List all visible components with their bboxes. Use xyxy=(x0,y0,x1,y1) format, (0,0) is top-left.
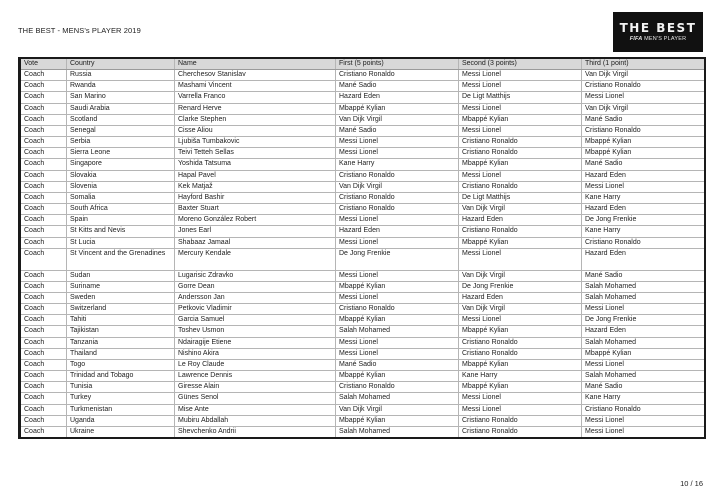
table-row xyxy=(20,393,705,404)
cell-first: Messi Lionel xyxy=(336,270,459,281)
cell-second: Cristiano Ronaldo xyxy=(459,226,582,237)
cell-country: Slovakia xyxy=(67,170,175,181)
table-row xyxy=(20,92,705,103)
cell-third: Cristiano Ronaldo xyxy=(582,237,705,248)
table-row xyxy=(20,270,705,281)
cell-vote: Coach xyxy=(20,393,67,404)
cell-second: Cristiano Ronaldo xyxy=(459,415,582,426)
cell-second: Van Dijk Virgil xyxy=(459,204,582,215)
cell-country: Tunisia xyxy=(67,382,175,393)
cell-first: Cristiano Ronaldo xyxy=(336,382,459,393)
cell-third: Van Dijk Virgil xyxy=(582,103,705,114)
cell-vote: Coach xyxy=(20,114,67,125)
table-row xyxy=(20,181,705,192)
cell-third: Kane Harry xyxy=(582,192,705,203)
cell-name: Teivi Tetteh Sellas xyxy=(175,148,336,159)
cell-first: Cristiano Ronaldo xyxy=(336,192,459,203)
cell-name: Mise Ante xyxy=(175,404,336,415)
cell-vote: Coach xyxy=(20,337,67,348)
cell-first: Salah Mohamed xyxy=(336,426,459,438)
cell-country: San Marino xyxy=(67,92,175,103)
cell-second: Kane Harry xyxy=(459,371,582,382)
cell-country: Thailand xyxy=(67,348,175,359)
cell-name: Petkovic Vladimir xyxy=(175,304,336,315)
cell-vote: Coach xyxy=(20,304,67,315)
cell-third: Messi Lionel xyxy=(582,304,705,315)
table-row xyxy=(20,170,705,181)
cell-country: Tajikistan xyxy=(67,326,175,337)
cell-name: Le Roy Claude xyxy=(175,359,336,370)
cell-first: Messi Lionel xyxy=(336,292,459,303)
cell-country: Scotland xyxy=(67,114,175,125)
cell-vote: Coach xyxy=(20,204,67,215)
cell-second: Cristiano Ronaldo xyxy=(459,426,582,438)
cell-vote: Coach xyxy=(20,292,67,303)
cell-second: Van Dijk Virgil xyxy=(459,304,582,315)
table-row xyxy=(20,137,705,148)
cell-first: Mané Sadio xyxy=(336,359,459,370)
table-row xyxy=(20,315,705,326)
cell-country: South Africa xyxy=(67,204,175,215)
cell-third: Mbappé Kylian xyxy=(582,348,705,359)
header-second: Second (3 points) xyxy=(459,58,582,70)
cell-third: Messi Lionel xyxy=(582,92,705,103)
cell-third: Messi Lionel xyxy=(582,359,705,370)
cell-name: Hayford Bashir xyxy=(175,192,336,203)
cell-first: Messi Lionel xyxy=(336,348,459,359)
cell-vote: Coach xyxy=(20,125,67,136)
cell-name: Mercury Kendale xyxy=(175,248,336,270)
cell-third: Messi Lionel xyxy=(582,415,705,426)
cell-vote: Coach xyxy=(20,415,67,426)
cell-second: Messi Lionel xyxy=(459,404,582,415)
cell-vote: Coach xyxy=(20,237,67,248)
cell-second: Mbappé Kylian xyxy=(459,237,582,248)
cell-vote: Coach xyxy=(20,315,67,326)
table-row xyxy=(20,192,705,203)
cell-name: Baxter Stuart xyxy=(175,204,336,215)
cell-country: Sierra Leone xyxy=(67,148,175,159)
cell-second: De Ligt Matthijs xyxy=(459,92,582,103)
table-row xyxy=(20,404,705,415)
cell-third: Hazard Eden xyxy=(582,248,705,270)
cell-name: Lugarisic Zdravko xyxy=(175,270,336,281)
cell-name: Shabaaz Jamaal xyxy=(175,237,336,248)
cell-second: Messi Lionel xyxy=(459,70,582,81)
cell-second: Mbappé Kylian xyxy=(459,114,582,125)
cell-name: Mubiru Abdallah xyxy=(175,415,336,426)
cell-vote: Coach xyxy=(20,326,67,337)
cell-country: Ukraine xyxy=(67,426,175,438)
cell-country: Switzerland xyxy=(67,304,175,315)
cell-first: Cristiano Ronaldo xyxy=(336,70,459,81)
table-row xyxy=(20,148,705,159)
cell-second: Messi Lionel xyxy=(459,81,582,92)
cell-third: Salah Mohamed xyxy=(582,292,705,303)
header-first: First (5 points) xyxy=(336,58,459,70)
cell-country: Serbia xyxy=(67,137,175,148)
cell-third: Salah Mohamed xyxy=(582,281,705,292)
cell-vote: Coach xyxy=(20,359,67,370)
cell-third: Cristiano Ronaldo xyxy=(582,125,705,136)
cell-second: Mbappé Kylian xyxy=(459,159,582,170)
cell-vote: Coach xyxy=(20,371,67,382)
cell-second: Messi Lionel xyxy=(459,170,582,181)
cell-vote: Coach xyxy=(20,348,67,359)
table-row xyxy=(20,114,705,125)
votes-table xyxy=(18,57,706,439)
table-row xyxy=(20,248,705,270)
table-row xyxy=(20,426,705,438)
cell-third: Mané Sadio xyxy=(582,114,705,125)
cell-first: Messi Lionel xyxy=(336,237,459,248)
cell-country: Uganda xyxy=(67,415,175,426)
cell-country: Saudi Arabia xyxy=(67,103,175,114)
cell-second: Messi Lionel xyxy=(459,315,582,326)
cell-third: Mané Sadio xyxy=(582,382,705,393)
cell-country: Tanzania xyxy=(67,337,175,348)
cell-vote: Coach xyxy=(20,70,67,81)
cell-name: Ljubiša Tumbakovic xyxy=(175,137,336,148)
page-number: 10 / 16 xyxy=(680,479,703,488)
cell-first: Messi Lionel xyxy=(336,137,459,148)
cell-name: Varrella Franco xyxy=(175,92,336,103)
cell-first: Cristiano Ronaldo xyxy=(336,304,459,315)
cell-first: Messi Lionel xyxy=(336,337,459,348)
cell-first: Salah Mohamed xyxy=(336,326,459,337)
cell-first: Messi Lionel xyxy=(336,215,459,226)
table-row xyxy=(20,237,705,248)
table-row xyxy=(20,125,705,136)
cell-third: Salah Mohamed xyxy=(582,337,705,348)
cell-name: Yoshida Tatsuma xyxy=(175,159,336,170)
cell-third: Cristiano Ronaldo xyxy=(582,404,705,415)
cell-country: Sudan xyxy=(67,270,175,281)
cell-country: St Vincent and the Grenadines xyxy=(67,248,175,270)
cell-first: Mbappé Kylian xyxy=(336,315,459,326)
cell-vote: Coach xyxy=(20,159,67,170)
cell-country: Togo xyxy=(67,359,175,370)
cell-second: Messi Lionel xyxy=(459,393,582,404)
cell-country: Trinidad and Tobago xyxy=(67,371,175,382)
cell-name: Ndairagije Etiene xyxy=(175,337,336,348)
cell-third: Mané Sadio xyxy=(582,159,705,170)
cell-name: Moreno González Robert xyxy=(175,215,336,226)
header-third: Third (1 point) xyxy=(582,58,705,70)
cell-name: Hapal Pavel xyxy=(175,170,336,181)
cell-country: Suriname xyxy=(67,281,175,292)
table-row xyxy=(20,326,705,337)
document-title: THE BEST - MENS's PLAYER 2019 xyxy=(18,26,141,35)
logo-fifa: FIFA xyxy=(629,35,643,42)
cell-country: Somalia xyxy=(67,192,175,203)
cell-name: Cherchesov Stanislav xyxy=(175,70,336,81)
cell-country: Tahiti xyxy=(67,315,175,326)
cell-country: Turkey xyxy=(67,393,175,404)
the-best-logo xyxy=(613,12,703,52)
table-row xyxy=(20,159,705,170)
table-row xyxy=(20,359,705,370)
cell-vote: Coach xyxy=(20,404,67,415)
table-row xyxy=(20,81,705,92)
cell-second: Cristiano Ronaldo xyxy=(459,181,582,192)
cell-name: Lawrence Dennis xyxy=(175,371,336,382)
cell-third: Cristiano Ronaldo xyxy=(582,81,705,92)
cell-name: Nishino Akira xyxy=(175,348,336,359)
cell-vote: Coach xyxy=(20,192,67,203)
cell-name: Mashami Vincent xyxy=(175,81,336,92)
cell-vote: Coach xyxy=(20,281,67,292)
cell-name: Gorre Dean xyxy=(175,281,336,292)
table-row xyxy=(20,304,705,315)
cell-third: Salah Mohamed xyxy=(582,371,705,382)
cell-first: Hazard Eden xyxy=(336,226,459,237)
cell-name: Shevchenko Andrii xyxy=(175,426,336,438)
cell-second: Mbappé Kylian xyxy=(459,326,582,337)
cell-second: Mbappé Kylian xyxy=(459,359,582,370)
cell-country: Rwanda xyxy=(67,81,175,92)
cell-third: Kane Harry xyxy=(582,393,705,404)
cell-country: Slovenia xyxy=(67,181,175,192)
cell-third: Mané Sadio xyxy=(582,270,705,281)
cell-name: Andersson Jan xyxy=(175,292,336,303)
cell-country: Singapore xyxy=(67,159,175,170)
logo-line-2 xyxy=(630,35,687,43)
cell-third: De Jong Frenkie xyxy=(582,215,705,226)
cell-name: Kek Matjaž xyxy=(175,181,336,192)
cell-first: De Jong Frenkie xyxy=(336,248,459,270)
cell-name: Giresse Alain xyxy=(175,382,336,393)
table-row xyxy=(20,215,705,226)
cell-first: Van Dijk Virgil xyxy=(336,181,459,192)
cell-third: Mbappé Kylian xyxy=(582,137,705,148)
cell-first: Messi Lionel xyxy=(336,148,459,159)
cell-second: Messi Lionel xyxy=(459,248,582,270)
cell-third: Hazard Eden xyxy=(582,204,705,215)
cell-third: Mbappé Kylian xyxy=(582,148,705,159)
cell-vote: Coach xyxy=(20,426,67,438)
table-row xyxy=(20,70,705,81)
cell-first: Cristiano Ronaldo xyxy=(336,170,459,181)
table-row xyxy=(20,226,705,237)
cell-country: St Kitts and Nevis xyxy=(67,226,175,237)
table-row xyxy=(20,337,705,348)
cell-first: Van Dijk Virgil xyxy=(336,404,459,415)
cell-first: Mbappé Kylian xyxy=(336,415,459,426)
cell-first: Van Dijk Virgil xyxy=(336,114,459,125)
cell-first: Mané Sadio xyxy=(336,81,459,92)
cell-second: Cristiano Ronaldo xyxy=(459,137,582,148)
cell-name: Cisse Aliou xyxy=(175,125,336,136)
cell-name: Toshev Usmon xyxy=(175,326,336,337)
cell-country: Senegal xyxy=(67,125,175,136)
cell-first: Hazard Eden xyxy=(336,92,459,103)
cell-name: Günes Senol xyxy=(175,393,336,404)
header-name: Name xyxy=(175,58,336,70)
table-row xyxy=(20,281,705,292)
cell-vote: Coach xyxy=(20,382,67,393)
table-row xyxy=(20,204,705,215)
cell-second: Messi Lionel xyxy=(459,103,582,114)
cell-country: Spain xyxy=(67,215,175,226)
cell-name: Garcia Samuel xyxy=(175,315,336,326)
cell-first: Mbappé Kylian xyxy=(336,281,459,292)
cell-first: Mané Sadio xyxy=(336,125,459,136)
cell-vote: Coach xyxy=(20,81,67,92)
table-row xyxy=(20,382,705,393)
cell-vote: Coach xyxy=(20,137,67,148)
cell-country: Turkmenistan xyxy=(67,404,175,415)
header-vote: Vote xyxy=(20,58,67,70)
table-row xyxy=(20,371,705,382)
cell-first: Cristiano Ronaldo xyxy=(336,204,459,215)
cell-vote: Coach xyxy=(20,170,67,181)
table-row xyxy=(20,292,705,303)
cell-third: Kane Harry xyxy=(582,226,705,237)
cell-vote: Coach xyxy=(20,215,67,226)
cell-second: Mbappé Kylian xyxy=(459,382,582,393)
cell-third: Hazard Eden xyxy=(582,170,705,181)
cell-name: Renard Herve xyxy=(175,103,336,114)
cell-vote: Coach xyxy=(20,270,67,281)
logo-mens-player: MEN'S PLAYER xyxy=(644,35,687,42)
cell-first: Mbappé Kylian xyxy=(336,371,459,382)
header-country: Country xyxy=(67,58,175,70)
cell-name: Jones Earl xyxy=(175,226,336,237)
cell-second: Hazard Eden xyxy=(459,215,582,226)
cell-second: Messi Lionel xyxy=(459,125,582,136)
cell-third: De Jong Frenkie xyxy=(582,315,705,326)
cell-third: Van Dijk Virgil xyxy=(582,70,705,81)
cell-second: Hazard Eden xyxy=(459,292,582,303)
cell-third: Messi Lionel xyxy=(582,181,705,192)
cell-vote: Coach xyxy=(20,103,67,114)
cell-country: St Lucia xyxy=(67,237,175,248)
table-row xyxy=(20,103,705,114)
cell-first: Kane Harry xyxy=(336,159,459,170)
cell-vote: Coach xyxy=(20,226,67,237)
cell-vote: Coach xyxy=(20,248,67,270)
header-row xyxy=(20,58,705,70)
cell-vote: Coach xyxy=(20,92,67,103)
cell-third: Messi Lionel xyxy=(582,426,705,438)
cell-name: Clarke Stephen xyxy=(175,114,336,125)
cell-first: Salah Mohamed xyxy=(336,393,459,404)
cell-second: Van Dijk Virgil xyxy=(459,270,582,281)
cell-second: Cristiano Ronaldo xyxy=(459,348,582,359)
cell-third: Hazard Eden xyxy=(582,326,705,337)
cell-country: Sweden xyxy=(67,292,175,303)
table-row xyxy=(20,348,705,359)
cell-vote: Coach xyxy=(20,181,67,192)
cell-second: Cristiano Ronaldo xyxy=(459,337,582,348)
cell-first: Mbappé Kylian xyxy=(336,103,459,114)
cell-country: Russia xyxy=(67,70,175,81)
logo-line-1: THE BEST xyxy=(619,20,697,35)
table-row xyxy=(20,415,705,426)
cell-second: De Jong Frenkie xyxy=(459,281,582,292)
cell-vote: Coach xyxy=(20,148,67,159)
table-body xyxy=(20,70,705,438)
cell-second: Cristiano Ronaldo xyxy=(459,148,582,159)
cell-second: De Ligt Matthijs xyxy=(459,192,582,203)
